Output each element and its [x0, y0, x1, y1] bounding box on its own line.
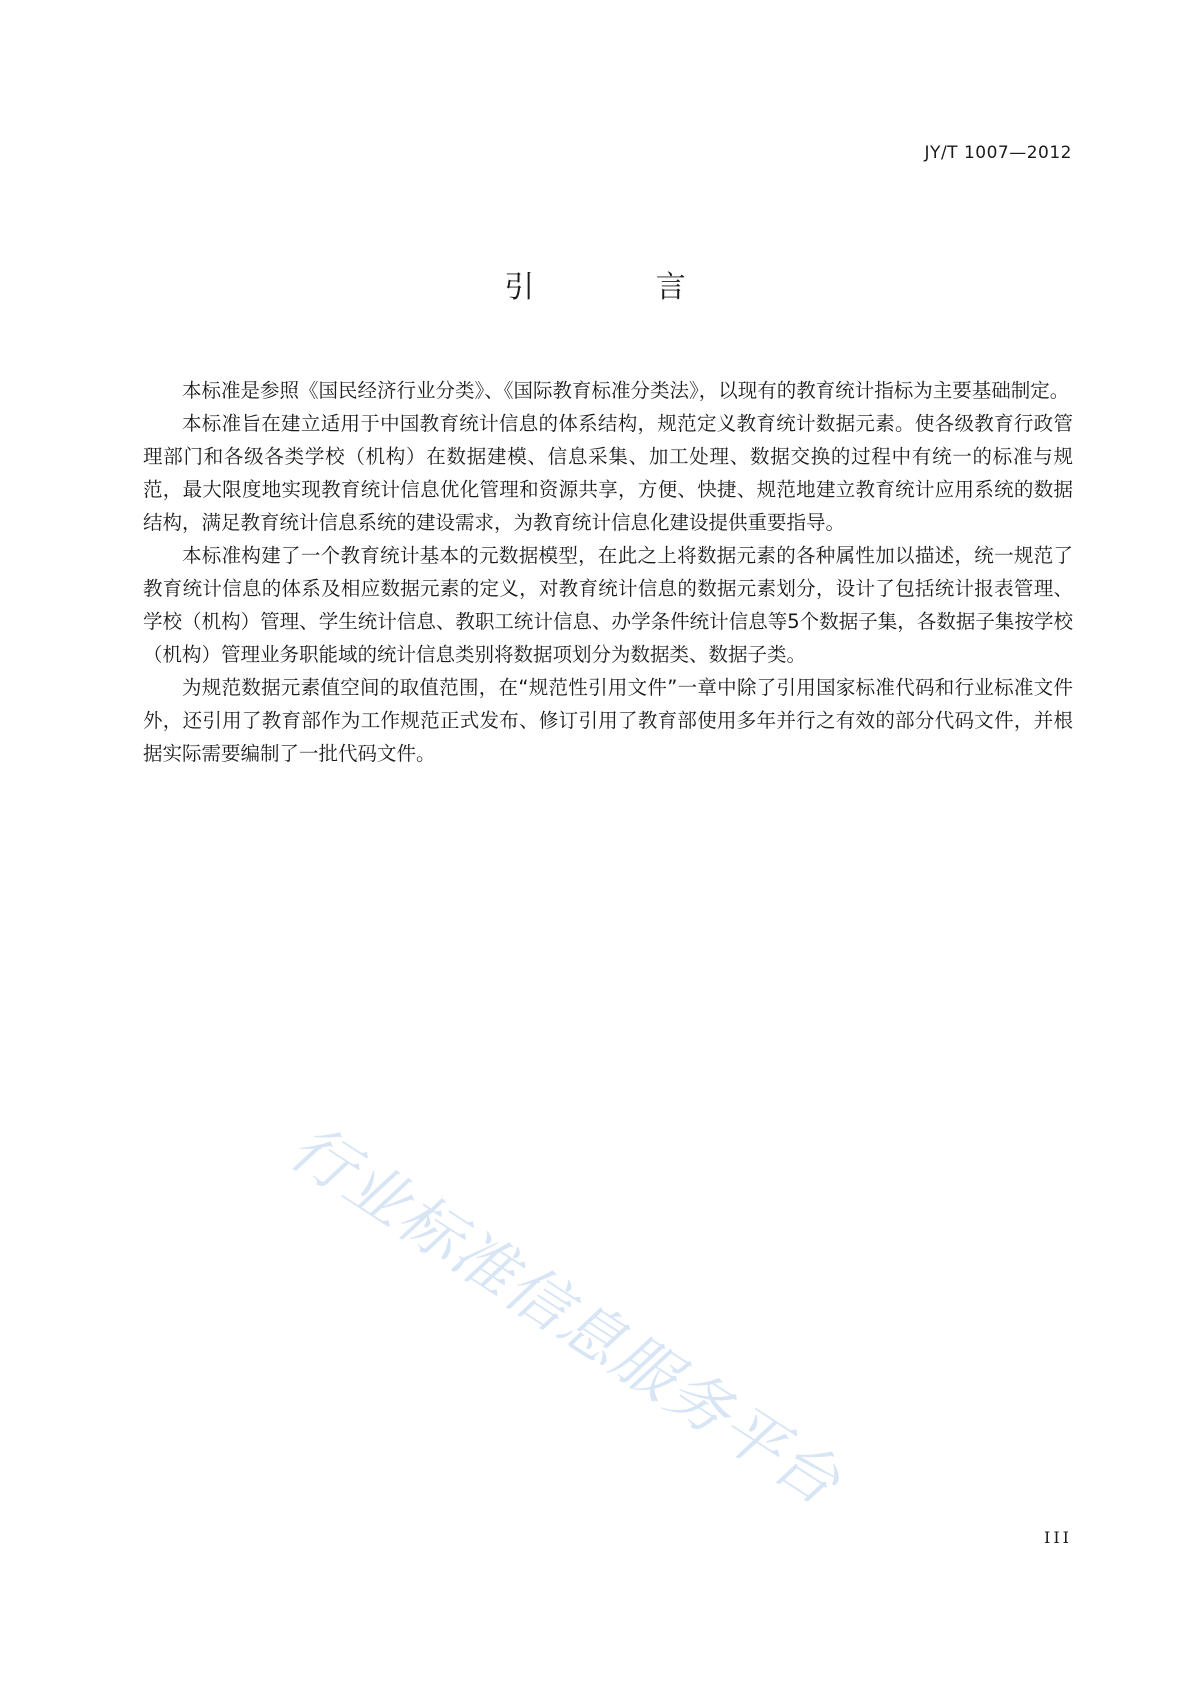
paragraph-1: 本标准是参照《国民经济行业分类》、《国际教育标准分类法》，以现有的教育统计指标为主要基础制定。 [182, 379, 1070, 402]
paragraph-3: 本标准构建了一个教育统计基本的元数据模型，在此之上将数据元素的各种属性加以描述，统一规范了教育统计信息的体系及相应数据元素的定义，对教育统计信息的数据元素划分，设计了包括统计报表管理、学校（机构）管理、学生统计信息、教职工统计信息、办学条件统计信息等5个数据子集，各数据子集按学校（机构）管理业务职能域的统计信息类别将数据项划分为数据类、数据子类。 [143, 544, 1073, 666]
page-number: III [1044, 1528, 1072, 1547]
section-title: 引 言 [504, 270, 742, 305]
introduction-body [143, 374, 1073, 770]
watermark: 行业标准信息服务平台 [277, 1110, 854, 1520]
standard-code: JY/T 1007—2012 [924, 143, 1072, 163]
paragraph-2: 本标准旨在建立适用于中国教育统计信息的体系结构，规范定义教育统计数据元素。使各级教育行政管理部门和各级各类学校（机构）在数据建模、信息采集、加工处理、数据交换的过程中有统一的标准与规范，最大限度地实现教育统计信息优化管理和资源共享，方便、快捷、规范地建立教育统计应用系统的数据结构，满足教育统计信息系统的建设需求，为教育统计信息化建设提供重要指导。 [143, 412, 1073, 534]
paragraph-4: 为规范数据元素值空间的取值范围，在“规范性引用文件”一章中除了引用国家标准代码和行业标准文件外，还引用了教育部作为工作规范正式发布、修订引用了教育部使用多年并行之有效的部分代码文件，并根据实际需要编制了一批代码文件。 [143, 676, 1073, 765]
